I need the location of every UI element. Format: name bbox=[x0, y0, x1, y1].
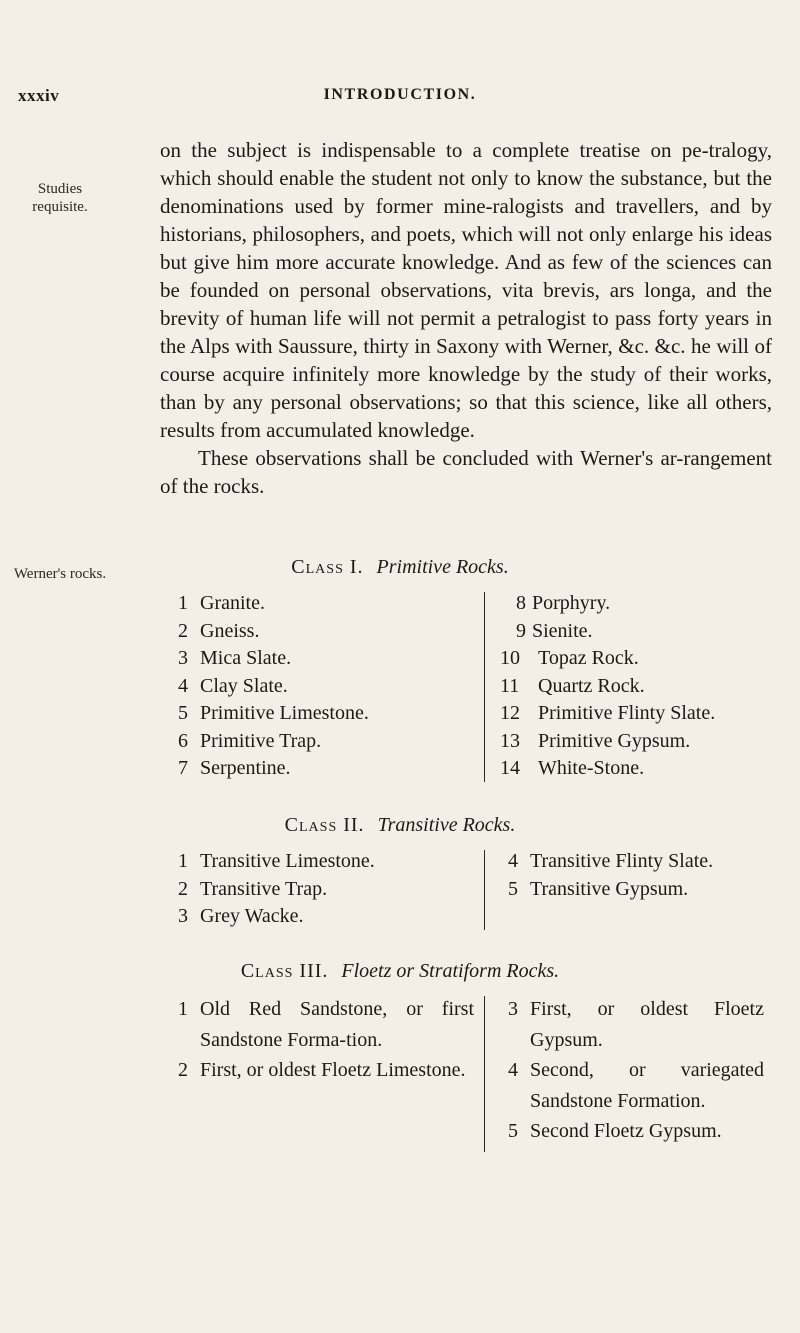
class-label: Class II. bbox=[284, 814, 365, 836]
list-item: 4 Second, or variegated Sandstone Formation. bbox=[508, 1059, 764, 1112]
list-item: 3 Mica Slate. bbox=[178, 647, 292, 669]
list-item: 6 Primitive Trap. bbox=[178, 729, 322, 752]
margin-note-studies: Studies requisite. bbox=[32, 181, 88, 215]
list-item: 3 Grey Wacke. bbox=[178, 905, 304, 927]
class3-right-column bbox=[508, 994, 764, 1147]
list-item: 13 Primitive Gypsum. bbox=[500, 729, 691, 752]
list-item: 7 Serpentine. bbox=[178, 757, 291, 779]
class-title: Floetz or Stratiform Rocks. bbox=[341, 960, 560, 982]
list-item: 11 Quartz Rock. bbox=[500, 674, 645, 697]
list-item: 1 Transitive Limestone. bbox=[178, 850, 375, 872]
list-item: 2 First, or oldest Floetz Limestone. bbox=[178, 1059, 466, 1081]
paragraph: on the subject is indispensable to a complete treatise on pe-tralogy, which should enable the student not only to know the substance, but the denominations used by former mine-ralogists and travellers, and by historians, philosophers, and poets, which will not only enlarge his ideas but give him more accurate knowledge. And as few of the sciences can be founded on personal observations, vita brevis, ars longa, and the brevity of human life will not permit a petralogist to pass forty years in the Alps with Saussure, thirty in Saxony with Werner, &c. &c. he will of course acquire infinitely more knowledge by the study of their works, than by any personal observations; so that this science, like all others, results from accumulated knowledge. bbox=[160, 138, 772, 442]
class-label: Class I. bbox=[291, 556, 364, 578]
list-item: 3 First, or oldest Floetz Gypsum. bbox=[508, 998, 764, 1051]
class-heading bbox=[0, 814, 800, 837]
class-title: Primitive Rocks. bbox=[376, 556, 509, 578]
class-title: Transitive Rocks. bbox=[377, 814, 516, 836]
list-item: 14 White-Stone. bbox=[500, 757, 645, 779]
class1-right-column bbox=[500, 590, 790, 783]
class2-right-column bbox=[508, 848, 788, 903]
list-item: 5 Primitive Limestone. bbox=[178, 702, 369, 724]
list-item: 2 Gneiss. bbox=[178, 619, 260, 642]
list-item: 12 Primitive Flinty Slate. bbox=[500, 702, 716, 724]
list-item: 4 Transitive Flinty Slate. bbox=[508, 850, 714, 872]
page-header bbox=[0, 86, 800, 110]
body-text bbox=[160, 136, 772, 500]
list-item: 2 Transitive Trap. bbox=[178, 877, 328, 900]
list-item: 5 Second Floetz Gypsum. bbox=[508, 1120, 722, 1142]
column-divider bbox=[484, 850, 485, 930]
class-label: Class III. bbox=[240, 960, 329, 982]
column-divider bbox=[484, 996, 485, 1152]
list-item: 4 Clay Slate. bbox=[178, 674, 288, 697]
class2-left-column bbox=[178, 848, 478, 931]
list-item: 8 Porphyry. bbox=[516, 592, 611, 614]
class3-left-column bbox=[178, 994, 474, 1086]
paragraph: These observations shall be concluded with Werner's ar-rangement of the rocks. bbox=[160, 446, 772, 498]
page-number: xxxiv bbox=[18, 86, 60, 105]
list-item: 10 Topaz Rock. bbox=[500, 647, 639, 669]
list-item: 5 Transitive Gypsum. bbox=[508, 877, 689, 900]
running-title: INTRODUCTION. bbox=[323, 86, 477, 103]
class-heading bbox=[0, 960, 800, 983]
list-item: 1 Old Red Sandstone, or first Sandstone Forma-tion. bbox=[178, 998, 474, 1051]
column-divider bbox=[484, 592, 485, 782]
class1-left-column bbox=[178, 590, 468, 783]
list-item: 9 Sienite. bbox=[516, 619, 593, 642]
class-heading bbox=[0, 556, 800, 579]
list-item: 1 Granite. bbox=[178, 592, 265, 614]
margin-note-werners-rocks: Werner's rocks. bbox=[13, 566, 107, 582]
